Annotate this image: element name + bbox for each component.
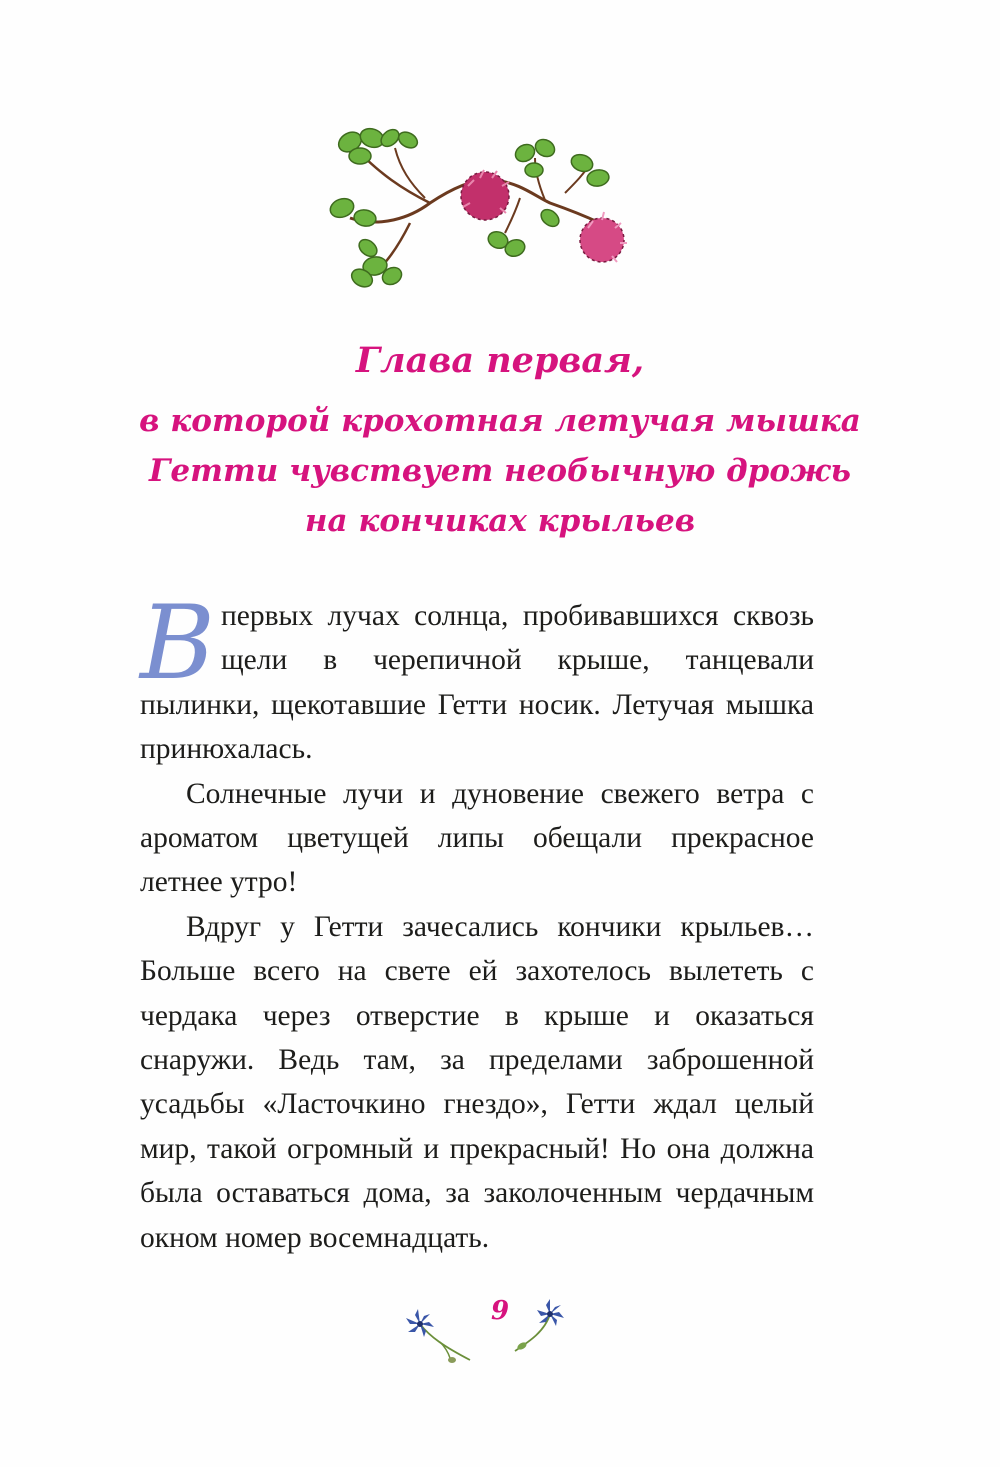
- chapter-subtitle-line: в которой крохотная летучая мышка: [139, 403, 861, 439]
- body-text: [140, 584, 814, 1260]
- page-number: 9: [490, 1296, 510, 1326]
- paragraph-1-text: первых лучах солнца, пробивавшихся сквозь щели в черепичной крыше, танцевали пылинки, щекотавшие Гетти носик. Летучая мышка принюхалась.: [140, 600, 814, 766]
- paragraph-3: Вдруг у Гетти зачесались кончики крыльев… Больше всего на свете ей захотелось вылететь с чердака через отверстие в крыше и оказаться снаружи. Ведь там, за пределами заброшенной усадьбы «Ласточкино гнездо», Гетти ждал целый мир, такой огромный и прекрасный! Но она должна была оставаться дома, за заколоченным чердачным окном номер восемнадцать.: [140, 910, 814, 1254]
- page-footer: [380, 1296, 620, 1376]
- drop-cap: В: [140, 584, 215, 703]
- chapter-subtitle-line: Гетти чувствует необычную дрожь: [149, 453, 851, 489]
- paragraph-2: Солнечные лучи и дуновение свежего ветра с ароматом цветущей липы обещали прекрасное летнее утро!: [140, 777, 814, 899]
- clover-sprig-icon: [320, 118, 650, 298]
- chapter-subtitle-line: на кончиках крыльев: [304, 503, 696, 539]
- cornflower-icon: [510, 1296, 600, 1366]
- paragraph-1: [140, 584, 814, 772]
- chapter-heading: [100, 338, 900, 546]
- chapter-subtitle: [100, 396, 900, 546]
- chapter-title: Глава первая,: [355, 340, 645, 381]
